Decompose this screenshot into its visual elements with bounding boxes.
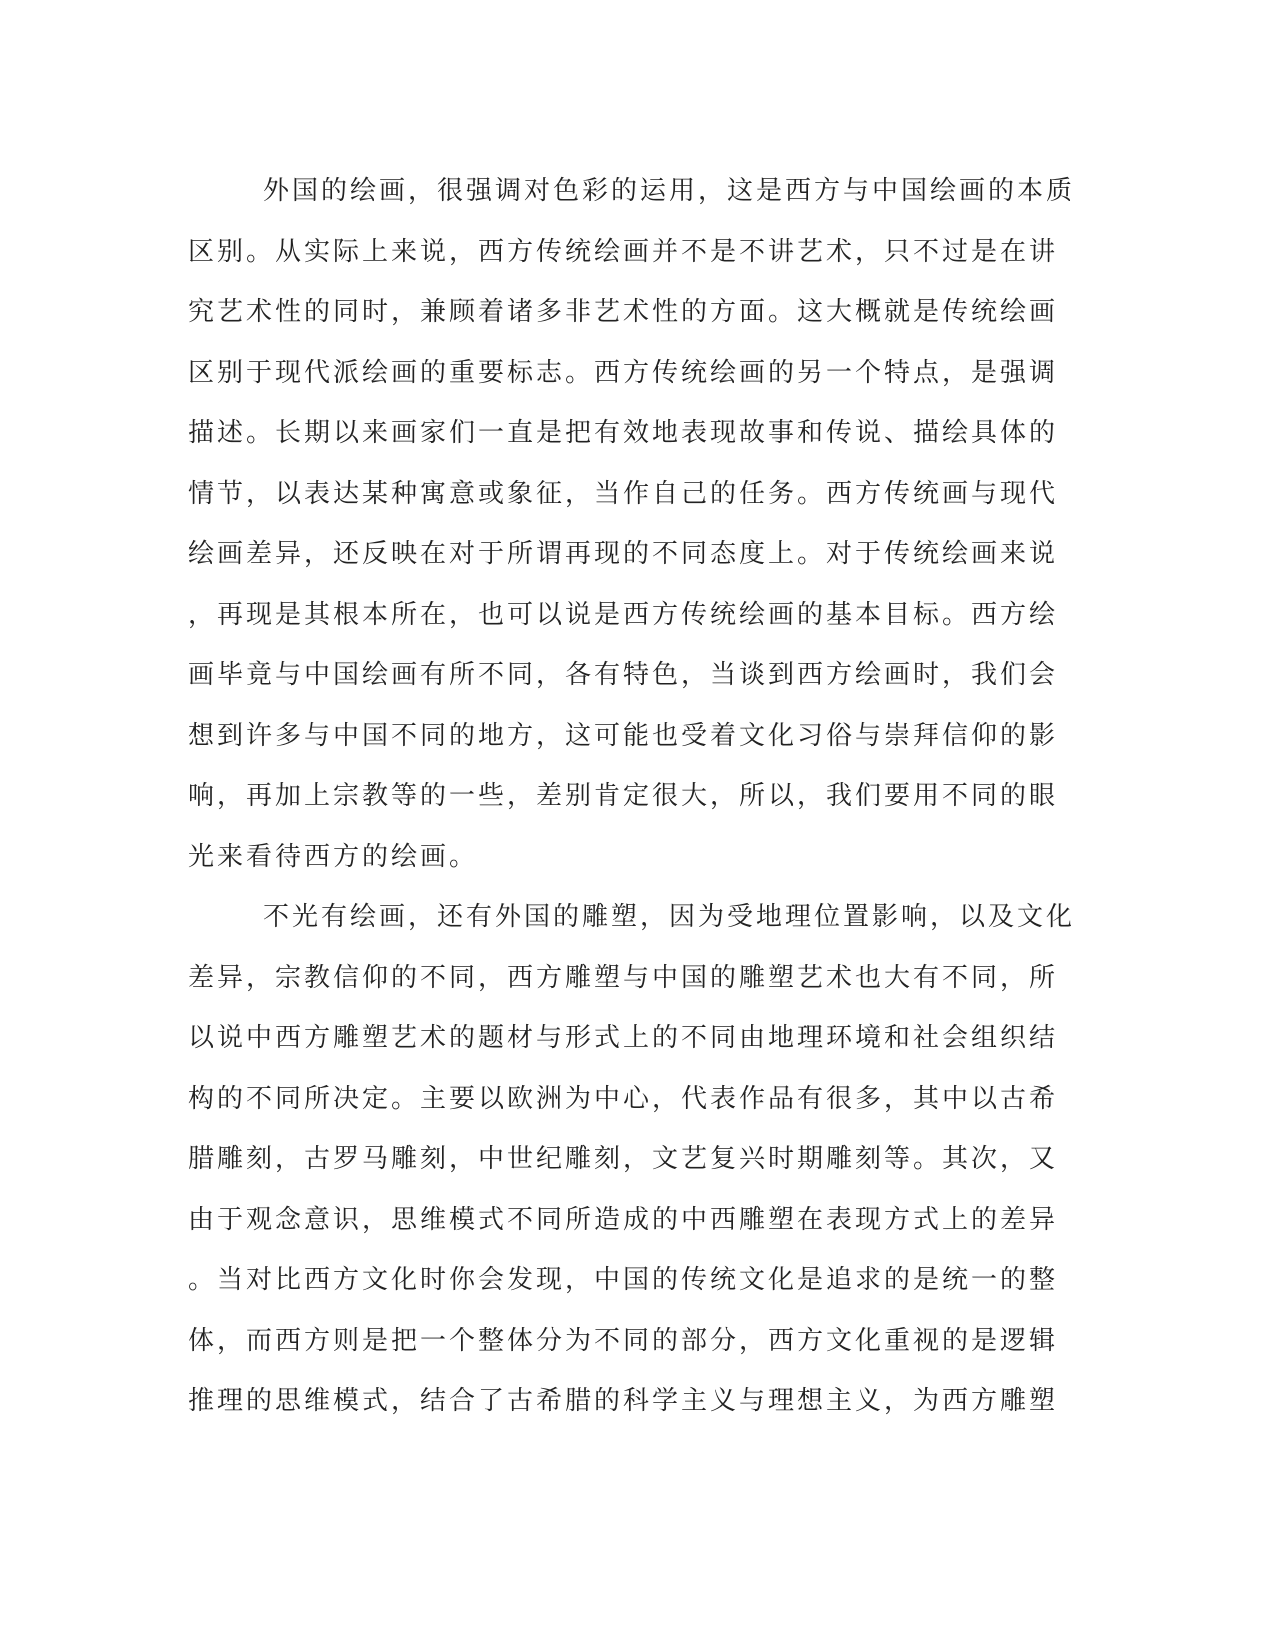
body-text (188, 161, 1088, 1432)
text-line: 腊雕刻，古罗马雕刻，中世纪雕刻，文艺复兴时期雕刻等。其次，又 (188, 1144, 1059, 1174)
text-line: 体，而西方则是把一个整体分为不同的部分，西方文化重视的是逻辑 (188, 1325, 1059, 1356)
text-line: 响，再加上宗教等的一些，差别肯定很大，所以，我们要用不同的眼 (188, 781, 1059, 811)
text-line: 构的不同所决定。主要以欧洲为中心，代表作品有很多，其中以古希 (188, 1083, 1059, 1114)
text-line: 究艺术性的同时，兼顾着诸多非艺术性的方面。这大概就是传统绘画 (188, 297, 1059, 327)
text-line: 由于观念意识，思维模式不同所造成的中西雕塑在表现方式上的差异 (188, 1204, 1059, 1235)
text-line: 想到许多与中国不同的地方，这可能也受着文化习俗与崇拜信仰的影 (188, 720, 1059, 751)
text-line: 外国的绘画，很强调对色彩的运用，这是西方与中国绘画的本质 (263, 176, 1076, 206)
text-line: 情节，以表达某种寓意或象征，当作自己的任务。西方传统画与现代 (188, 478, 1059, 509)
text-line: 推理的思维模式，结合了古希腊的科学主义与理想主义，为西方雕塑 (188, 1386, 1059, 1416)
text-line: 描述。长期以来画家们一直是把有效地表现故事和传说、描绘具体的 (188, 418, 1059, 448)
paragraph-2 (188, 887, 1088, 1432)
paragraph-1 (188, 161, 1088, 887)
text-line: 区别。从实际上来说，西方传统绘画并不是不讲艺术，只不过是在讲 (188, 236, 1059, 267)
text-line: 差异，宗教信仰的不同，西方雕塑与中国的雕塑艺术也大有不同，所 (188, 962, 1059, 993)
text-line: 以说中西方雕塑艺术的题材与形式上的不同由地理环境和社会组织结 (188, 1023, 1059, 1053)
text-line: 绘画差异，还反映在对于所谓再现的不同态度上。对于传统绘画来说 (188, 539, 1059, 569)
text-line: 。当对比西方文化时你会发现，中国的传统文化是追求的是统一的整 (188, 1265, 1059, 1295)
text-line: 画毕竟与中国绘画有所不同，各有特色，当谈到西方绘画时，我们会 (188, 660, 1059, 690)
text-line: 区别于现代派绘画的重要标志。西方传统绘画的另一个特点，是强调 (188, 357, 1059, 388)
text-line: 不光有绘画，还有外国的雕塑，因为受地理位置影响，以及文化 (263, 902, 1076, 932)
text-line: ，再现是其根本所在，也可以说是西方传统绘画的基本目标。西方绘 (188, 599, 1059, 630)
text-line: 光来看待西方的绘画。 (188, 841, 479, 872)
